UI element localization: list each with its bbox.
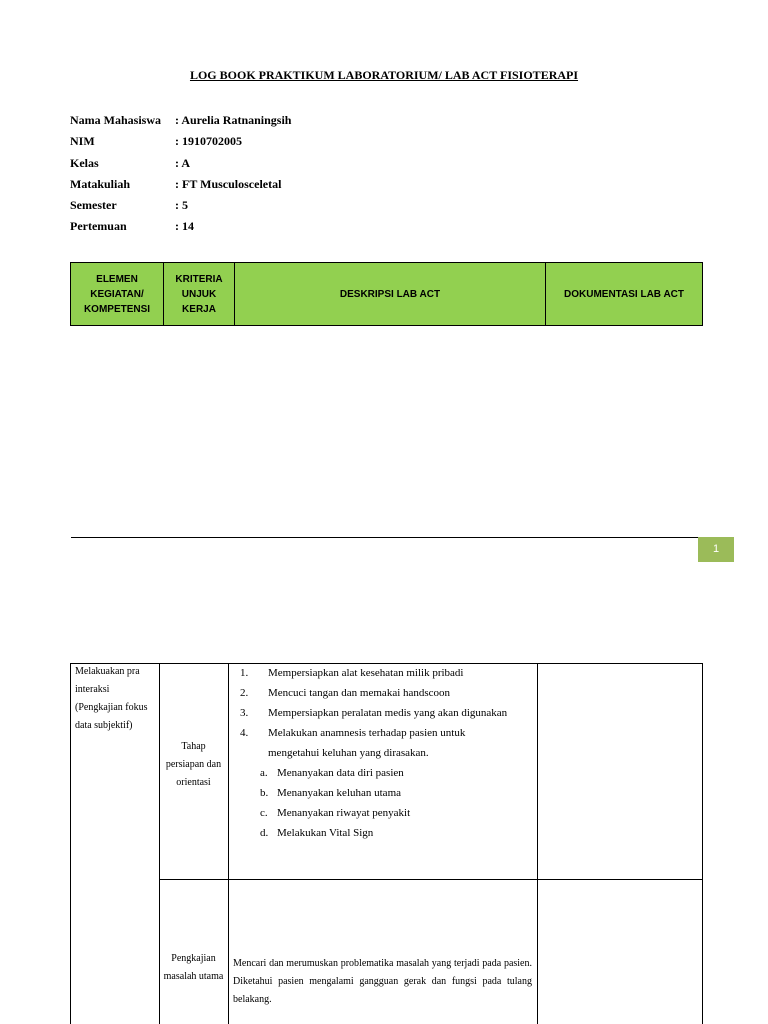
logbook-header-table [70, 262, 703, 326]
sub-list-item [240, 783, 507, 803]
list-letter: d. [260, 827, 269, 839]
procedure-list [240, 663, 507, 843]
list-text: Mempersiapkan alat kesehatan milik pribadi [268, 667, 464, 679]
sub-list-item [240, 823, 507, 843]
list-item [240, 703, 507, 723]
info-value: : Aurelia Ratnaningsih [175, 113, 292, 127]
table-border [159, 663, 160, 1024]
header-elemen: ELEMEN KEGIATAN/ KOMPETENSI [71, 263, 164, 326]
table-border [70, 663, 71, 1024]
list-item [240, 683, 507, 703]
list-text: Melakukan anamnesis terhadap pasien untuk [268, 727, 466, 739]
info-row-matakuliah [70, 177, 291, 198]
list-letter: b. [260, 787, 269, 799]
info-row-semester [70, 198, 291, 219]
info-value: : 14 [175, 219, 194, 234]
document-title: LOG BOOK PRAKTIKUM LABORATORIUM/ LAB ACT FISIOTERAPI [189, 68, 579, 82]
info-label: Matakuliah [70, 176, 131, 191]
info-row-pertemuan [70, 219, 291, 240]
list-item [240, 663, 507, 683]
list-number: 3. [240, 707, 249, 719]
list-text: Menanyakan data diri pasien [277, 767, 404, 779]
header-dokumentasi: DOKUMENTASI LAB ACT [546, 263, 703, 326]
list-item [240, 723, 507, 743]
list-number: 4. [240, 727, 249, 739]
elemen-cell: Melakuakan pra interaksi (Pengkajian fokus data subjektif) [75, 666, 148, 731]
info-value: : 1910702005 [175, 134, 242, 149]
table-border [702, 663, 703, 1024]
student-info [70, 113, 291, 241]
info-label: Kelas [70, 155, 99, 170]
list-text: Menanyakan riwayat penyakit [277, 807, 411, 819]
table-border [159, 879, 703, 880]
list-text: Mempersiapkan peralatan medis yang akan digunakan [268, 707, 508, 719]
header-deskripsi: DESKRIPSI LAB ACT [235, 263, 546, 326]
sub-list-item [240, 803, 507, 823]
info-value: : 5 [175, 198, 188, 213]
list-letter: c. [260, 807, 268, 819]
list-text: Melakukan Vital Sign [277, 827, 374, 839]
info-row-kelas [70, 156, 291, 177]
sub-list-item [240, 763, 507, 783]
table-border [537, 663, 538, 1024]
list-text: Mencuci tangan dan memakai handscoon [268, 687, 451, 699]
info-row-name [70, 113, 291, 134]
kriteria-cell: Tahap persiapan dan orientasi [165, 741, 222, 788]
info-row-nim [70, 134, 291, 155]
list-number: 2. [240, 687, 249, 699]
table-border [228, 663, 229, 1024]
kriteria-cell-2: Pengkajian masalah utama [163, 953, 224, 982]
deskripsi-cell-2: Mencari dan merumuskan problematika masalah yang terjadi pada pasien. Diketahui pasien mengalami gangguan gerak dan fungsi pada tulang belakang. [233, 958, 532, 1005]
info-value: : FT Musculosceletal [175, 176, 282, 191]
list-item [240, 743, 507, 763]
info-label: Pertemuan [70, 219, 127, 234]
list-number: 1. [240, 667, 249, 679]
list-letter: a. [260, 767, 268, 779]
page-divider [71, 537, 698, 538]
info-label: Nama Mahasiswa [70, 113, 162, 127]
info-label: Semester [70, 198, 117, 213]
header-kriteria: KRITERIA UNJUK KERJA [164, 263, 235, 326]
info-value: : A [175, 155, 190, 170]
list-text: Menanyakan keluhan utama [277, 787, 402, 799]
page-number-badge: 1 [698, 537, 734, 562]
list-number [240, 743, 268, 763]
info-label: NIM [70, 134, 95, 149]
list-text: mengetahui keluhan yang dirasakan. [268, 747, 429, 759]
